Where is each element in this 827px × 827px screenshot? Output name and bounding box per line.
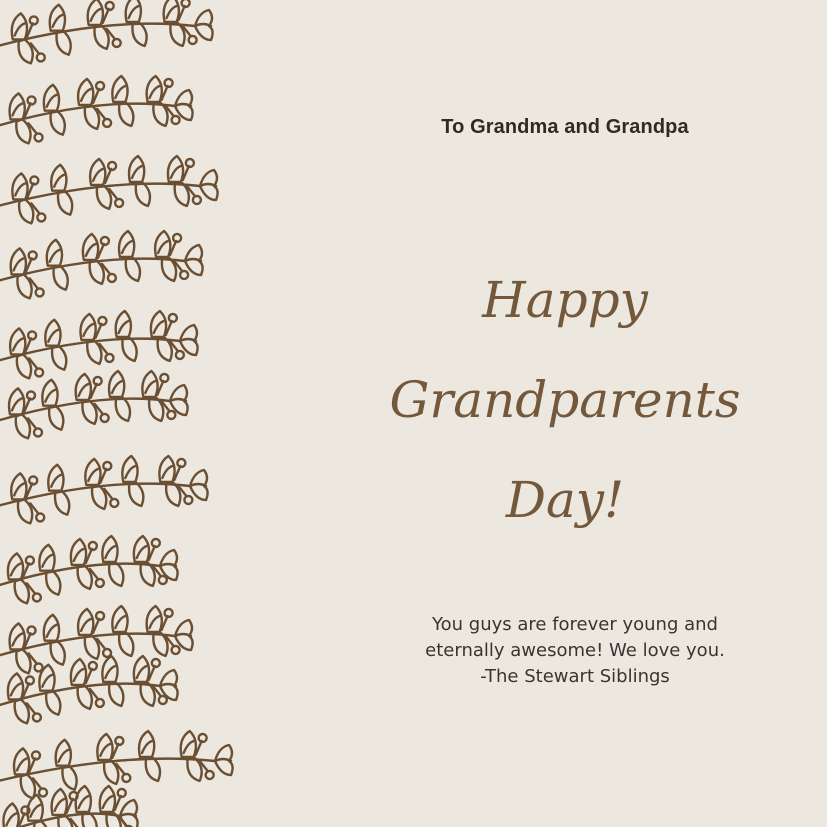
card-headline: [380, 250, 750, 550]
message-line-2: eternally awesome! We love you.: [425, 640, 725, 661]
message-line-1: You guys are forever young and: [432, 614, 718, 635]
card-message: [395, 612, 755, 690]
floral-vine-border-icon: [0, 0, 250, 827]
headline-line-2: Grandparents: [389, 371, 741, 429]
headline-line-3: Day!: [505, 471, 625, 529]
headline-line-1: Happy: [482, 271, 648, 329]
card-recipient-line: To Grandma and Grandpa: [441, 116, 689, 138]
message-signature: -The Stewart Siblings: [480, 666, 670, 687]
